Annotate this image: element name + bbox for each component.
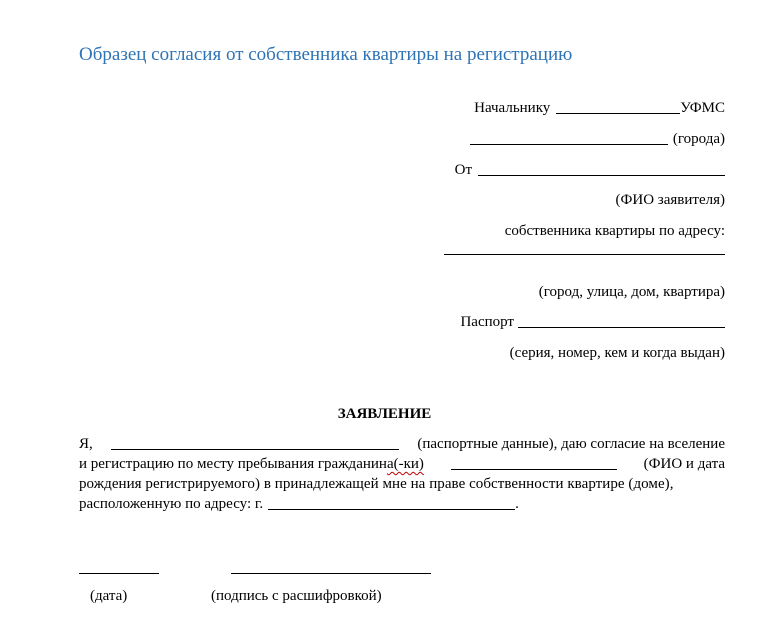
statement-line-4	[79, 496, 725, 513]
passport-line	[460, 314, 725, 331]
date-caption: (дата)	[90, 588, 128, 604]
applicant-caption: (ФИО заявителя)	[615, 192, 725, 208]
recipient-prefix: Начальнику	[474, 100, 551, 116]
signature-caption: (подпись с расшифровкой)	[211, 588, 382, 604]
passport-blank	[518, 326, 725, 328]
recipient-blank	[556, 112, 680, 114]
statement-line-2-text	[79, 456, 424, 473]
statement-line-1-start: Я,	[79, 436, 93, 452]
registrant-blank	[451, 468, 617, 470]
statement-heading: ЗАЯВЛЕНИЕ	[337, 406, 432, 422]
statement-line-2-start: и регистрацию по месту пребывания гражданин	[79, 456, 387, 472]
statement-line-4-end: .	[515, 496, 519, 512]
passport-prefix: Паспорт	[460, 314, 514, 330]
address-blank	[268, 508, 515, 510]
document-title: Образец согласия от собственника квартиры на регистрацию	[79, 44, 573, 65]
applicant-blank	[478, 174, 725, 176]
owner-label: собственника квартиры по адресу:	[504, 223, 725, 239]
statement-line-3: рождения регистрируемого) в принадлежащей мне на праве собственности квартире (доме),	[79, 476, 674, 492]
from-line	[455, 162, 725, 179]
from-prefix: От	[454, 162, 472, 178]
date-line	[79, 572, 159, 574]
recipient-line	[474, 100, 725, 117]
statement-line-2-end: (ФИО и дата	[643, 456, 725, 472]
city-line	[470, 131, 725, 148]
passport-caption: (серия, номер, кем и когда выдан)	[509, 345, 725, 361]
address-caption: (город, улица, дом, квартира)	[538, 284, 725, 300]
statement-line-4-start: расположенную по адресу: г.	[79, 496, 264, 512]
statement-line-1	[79, 436, 725, 453]
owner-address-blank	[444, 253, 725, 255]
recipient-suffix: УФМС	[680, 100, 725, 116]
statement-line-2	[79, 456, 725, 473]
city-blank	[470, 143, 668, 145]
signature-line	[231, 572, 431, 574]
statement-line-2-wavy: а(-ки)	[386, 456, 424, 472]
city-caption: (города)	[672, 131, 725, 147]
statement-line-1-end: (паспортные данные), даю согласие на вселение	[417, 436, 725, 452]
passport-data-blank	[111, 448, 399, 450]
owner-address-line	[444, 253, 725, 257]
